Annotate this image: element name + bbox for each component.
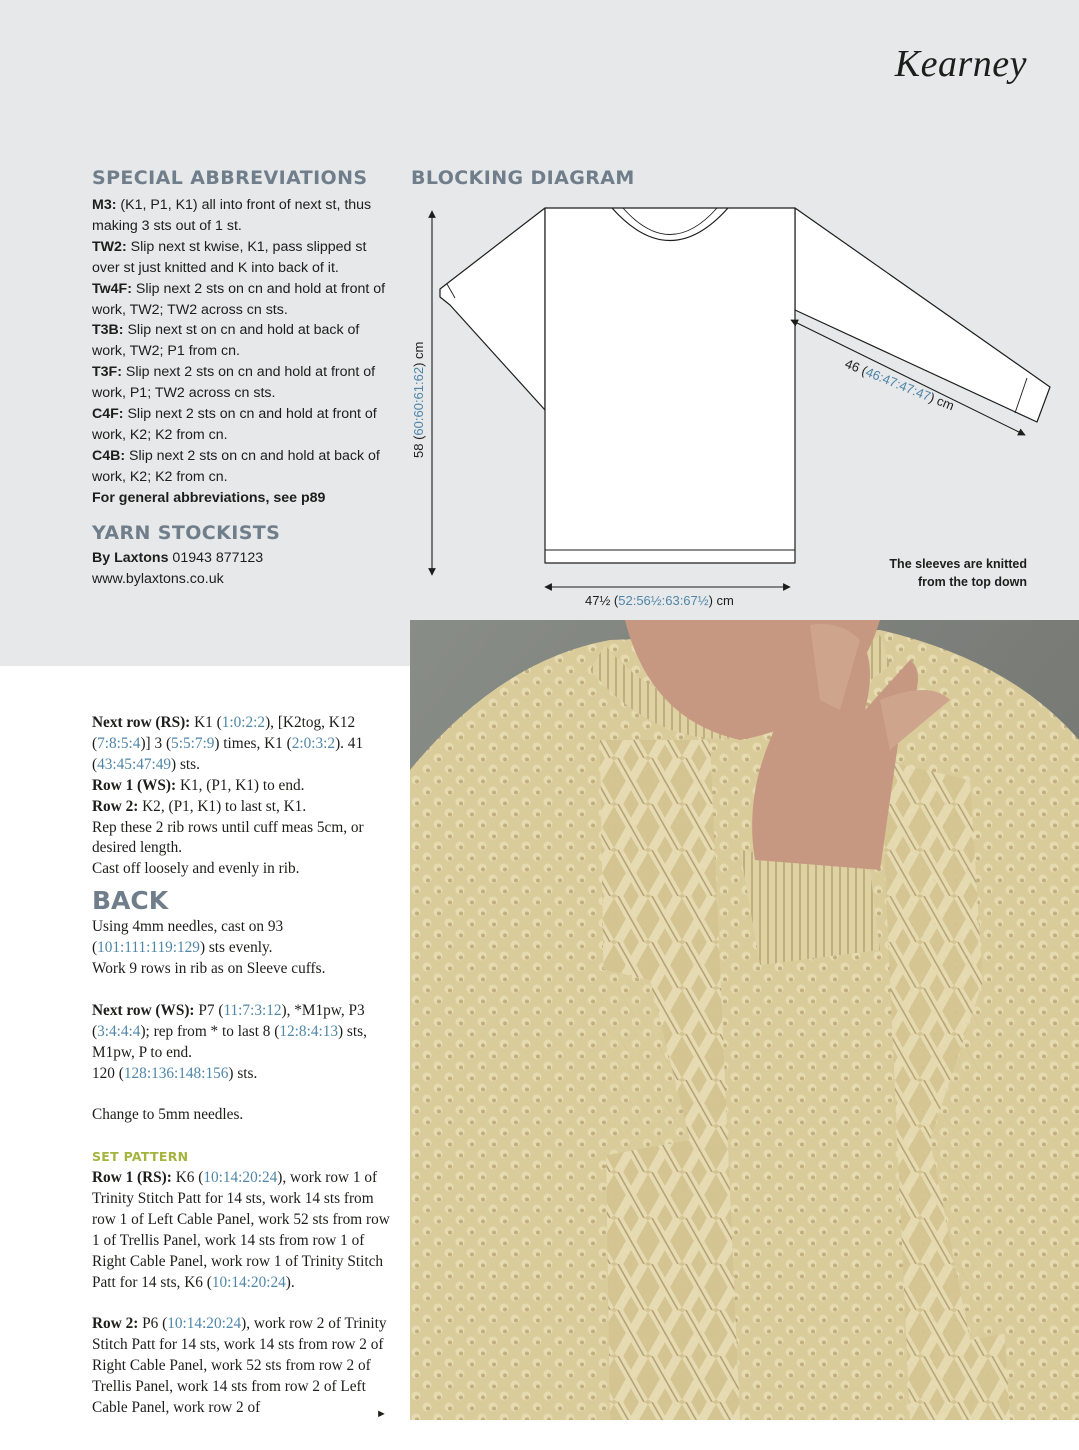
abbreviation-term: T3B:	[92, 322, 124, 339]
yarn-stockist-contact	[92, 548, 392, 569]
back-section-title: BACK	[92, 886, 169, 916]
blocking-diagram	[405, 195, 1065, 615]
abbreviation-text: Slip next 2 sts on cn and hold at front of work, TW2; TW2 across cn sts.	[92, 280, 386, 318]
rib-row-2: Row 2: K2, (P1, K1) to last st, K1.	[92, 797, 307, 815]
pattern-brand-title: Kearney	[894, 43, 1027, 85]
abbreviation-item	[92, 320, 392, 362]
abbreviation-text: Slip next st on cn and hold at back of work, TW2; P1 from cn.	[92, 322, 360, 360]
back-rib: Work 9 rows in rib as on Sleeve cuffs.	[92, 960, 326, 978]
length-measurement: 58 (60:60:61:62) cm	[411, 341, 426, 458]
back-stitch-count: 120 (128:136:148:156) sts.	[92, 1064, 258, 1082]
blocking-diagram-title: BLOCKING DIAGRAM	[411, 167, 635, 189]
abbreviation-text: Slip next 2 sts on cn and hold at front of work, K2; K2 from cn.	[92, 406, 377, 443]
set-pattern-title: SET PATTERN	[92, 1149, 189, 1165]
yarn-stockists-section	[92, 522, 392, 590]
yarn-phone: 01943 877123	[168, 550, 264, 566]
abbreviation-item	[92, 404, 392, 446]
abbreviation-term: TW2:	[92, 238, 127, 255]
abbreviation-text: Slip next st kwise, K1, pass slipped st over st just knitted and K into back of it.	[92, 238, 367, 276]
abbreviations-list	[92, 195, 392, 509]
abbreviations-note: For general abbreviations, see p89	[92, 489, 326, 506]
abbreviation-text: Slip next 2 sts on cn and hold at back of work, K2; K2 from cn.	[92, 447, 380, 485]
cuff-repeat: Rep these 2 rib rows until cuff meas 5cm, or desired length.	[92, 818, 364, 857]
width-measurement: 47½ (52:56½:63:67½) cm	[585, 593, 734, 608]
sleeve-construction-note: The sleeves are knitted from the top down	[889, 557, 1027, 589]
abbreviation-item	[92, 279, 392, 321]
sleeve-decrease-row: Next row (RS): K1 (1:0:2:2), [K2tog, K12 (7:8:5:4)] 3 (5:5:7:9) times, K1 (2:0:3:2). 41 (43:45:47:49) sts.	[92, 714, 364, 773]
abbreviation-item	[92, 195, 392, 237]
continue-arrow-icon: ►	[376, 1408, 387, 1420]
abbreviations-title: SPECIAL ABBREVIATIONS	[92, 167, 368, 189]
abbreviation-item	[92, 446, 392, 488]
abbreviation-term: C4B:	[92, 447, 126, 464]
sleeve-measurement: 46 (46:47:47:47) cm	[842, 355, 957, 414]
abbreviation-term: Tw4F:	[92, 280, 132, 297]
needle-change: Change to 5mm needles.	[92, 1106, 244, 1124]
abbreviation-item	[92, 362, 392, 404]
rib-row-1: Row 1 (WS): K1, (P1, K1) to end.	[92, 776, 305, 794]
abbreviation-term: T3F:	[92, 364, 122, 381]
abbreviation-text: (K1, P1, K1) all into front of next st, thus making 3 sts out of 1 st.	[92, 197, 372, 234]
back-increase-row: Next row (WS): P7 (11:7:3:12), *M1pw, P3 (3:4:4:4); rep from * to last 8 (12:8:4:13) sts, M1pw, P to end.	[92, 1001, 367, 1061]
abbreviation-item	[92, 237, 392, 279]
abbreviation-term: C4F:	[92, 406, 124, 423]
sweater-outline	[440, 208, 1050, 563]
abbreviation-text: Slip next 2 sts on cn and hold at front of work, P1; TW2 across cn sts.	[92, 364, 376, 402]
yarn-company: By Laxtons	[92, 550, 169, 566]
abbreviations-section	[92, 167, 392, 509]
cuff-cast-off: Cast off loosely and evenly in rib.	[92, 860, 300, 878]
pattern-instructions	[92, 713, 397, 1419]
cable-knit-sweater-photo	[410, 620, 1079, 1420]
back-cast-on: Using 4mm needles, cast on 93 (101:111:119:129) sts evenly.	[92, 918, 284, 957]
abbreviation-term: M3:	[92, 197, 117, 213]
yarn-stockists-title: YARN STOCKISTS	[92, 522, 281, 544]
yarn-website-link[interactable]: www.bylaxtons.co.uk	[92, 571, 224, 587]
set-pattern-row-2: Row 2: P6 (10:14:20:24), work row 2 of Trinity Stitch Patt for 14 sts, work 14 sts from row 2 of Right Cable Panel, work 52 sts from row 2 of Trellis Panel, work 14 sts from row 2 of Left Cable Panel, work row 2 of	[92, 1315, 387, 1417]
set-pattern-row-1: Row 1 (RS): K6 (10:14:20:24), work row 1 of Trinity Stitch Patt for 14 sts, work 14 sts from row 1 of Left Cable Panel, work 52 sts from row 1 of Trellis Panel, work 14 sts from row 1 of Right Cable Panel, work row 1 of Trinity Stitch Patt for 14 sts, K6 (10:14:20:24).	[92, 1169, 390, 1291]
